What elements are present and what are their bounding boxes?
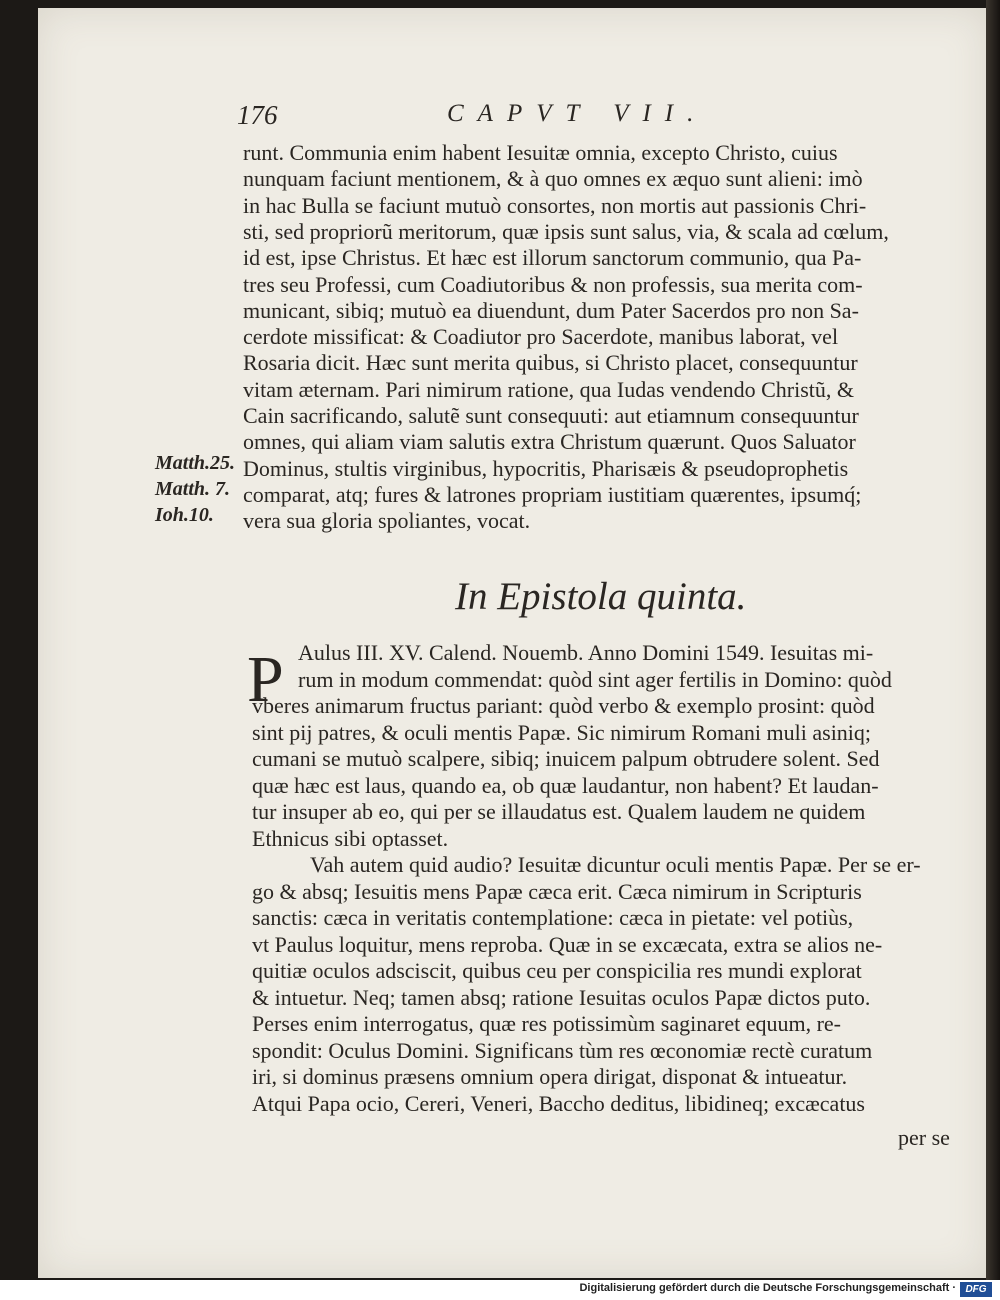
text-line: Atqui Papa ocio, Cereri, Veneri, Baccho deditus, libidineq; excæcatus bbox=[252, 1090, 865, 1116]
text-line: omnes, qui aliam viam salutis extra Christum quærunt. Quos Saluator bbox=[243, 429, 856, 455]
text-line: Vah autem quid audio? Iesuitæ dicuntur oculi mentis Papæ. Per se er- bbox=[310, 852, 921, 877]
drop-capital: P bbox=[247, 643, 284, 716]
text-line: sti, sed propriorũ meritorum, quæ ipsis sunt salus, via, & scala ad cœlum, bbox=[243, 218, 889, 244]
text-line: sint pij patres, & oculi mentis Papæ. Sic nimirum Romani muli asiniq; bbox=[252, 719, 872, 745]
text-line: go & absq; Iesuitis mens Papæ cæca erit. Cæca nimirum in Scripturis bbox=[252, 878, 862, 904]
text-line: comparat, atq; fures & latrones propriam iustitiam quærentes, ipsumq́; bbox=[243, 481, 862, 507]
section-heading: In Epistola quinta. bbox=[455, 575, 747, 618]
footer-credit: Digitalisierung gefördert durch die Deutsche Forschungsgemeinschaft · bbox=[579, 1282, 956, 1294]
dfg-logo-icon: DFG bbox=[960, 1282, 992, 1297]
text-line: tres seu Professi, cum Coadiutoribus & non professis, sua merita com- bbox=[243, 271, 863, 297]
text-line: quæ hæc est laus, quando ea, ob quæ laudantur, non habent? Et laudan- bbox=[252, 772, 879, 798]
text-line: Dominus, stultis virginibus, hypocritis, Pharisæis & pseudoprophetis bbox=[243, 455, 849, 481]
text-line: sanctis: cæca in veritatis contemplatione: cæca in pietate: vel potiùs, bbox=[252, 905, 854, 930]
text-line: spondit: Oculus Domini. Significans tùm res œconomiæ rectè curatum bbox=[252, 1037, 873, 1063]
page-number: 176 bbox=[237, 100, 278, 130]
text-line: Ethnicus sibi optasset. bbox=[252, 825, 449, 851]
margin-note-matth-7: Matth. 7. bbox=[155, 478, 231, 500]
text-line: municant, sibiq; mutuò ea diuendunt, dum Pater Sacerdos pro non Sa- bbox=[243, 297, 859, 323]
margin-note-matth-25: Matth.25. bbox=[155, 452, 236, 474]
text-line: vt Paulus loquitur, mens reproba. Quæ in se excæcata, extra se alios ne- bbox=[252, 931, 883, 957]
catchword: per se bbox=[898, 1125, 950, 1150]
page-header bbox=[237, 100, 977, 136]
margin-note-ioh-10: Ioh.10. bbox=[155, 504, 214, 526]
text-line: id est, ipse Christus. Et hæc est illorum sanctorum communio, qua Pa- bbox=[243, 245, 862, 271]
text-line: nunquam faciunt mentionem, & à quo omnes ex æquo sunt alieni: imò bbox=[243, 166, 863, 192]
text-line: rum in modum commendat: quòd sint ager fertilis in Domino: quòd bbox=[298, 666, 892, 692]
text-line: in hac Bulla se faciunt mutuò consortes, non mortis aut passionis Chri- bbox=[243, 192, 867, 218]
text-line: tur insuper ab eo, qui per se illaudatus est. Qualem laudem ne quidem bbox=[252, 799, 866, 824]
text-line: Rosaria dicit. Hæc sunt merita quibus, si Christo placet, consequuntur bbox=[243, 350, 858, 376]
digitization-footer bbox=[0, 1280, 1000, 1300]
text-line: cumani se mutuò scalpere, sibiq; inuicem palpum obtrudere solent. Sed bbox=[252, 746, 880, 771]
text-line: Perses enim interrogatus, quæ res potissimùm saginaret equum, re- bbox=[252, 1011, 841, 1036]
text-line: runt. Communia enim habent Iesuitæ omnia, excepto Christo, cuius bbox=[243, 140, 838, 165]
text-line: Cain sacrificando, salutẽ sunt consequuti: aut etiamnum consequuntur bbox=[243, 403, 859, 428]
book-binding-edge bbox=[986, 0, 1000, 1280]
text-line: & intuetur. Neq; tamen absq; ratione Iesuitas oculos Papæ dictos puto. bbox=[252, 984, 871, 1010]
running-head: CAPVT VII. bbox=[447, 100, 708, 127]
text-line: vberes animarum fructus pariant: quòd verbo & exemplo prosint: quòd bbox=[252, 693, 875, 718]
text-line: cerdote missificat: & Coadiutor pro Sacerdote, manibus laborat, vel bbox=[243, 324, 839, 350]
text-line: vitam æternam. Pari nimirum ratione, qua Iudas vendendo Christũ, & bbox=[243, 376, 854, 402]
text-line: iri, si dominus præsens omnium opera dirigat, disponat & intueatur. bbox=[252, 1064, 848, 1089]
text-line: quitiæ oculos adsciscit, quibus ceu per conspicilia res mundi explorat bbox=[252, 958, 862, 983]
text-line: vera sua gloria spoliantes, vocat. bbox=[243, 508, 531, 534]
text-line: Aulus III. XV. Calend. Nouemb. Anno Domini 1549. Iesuitas mi- bbox=[298, 640, 874, 665]
